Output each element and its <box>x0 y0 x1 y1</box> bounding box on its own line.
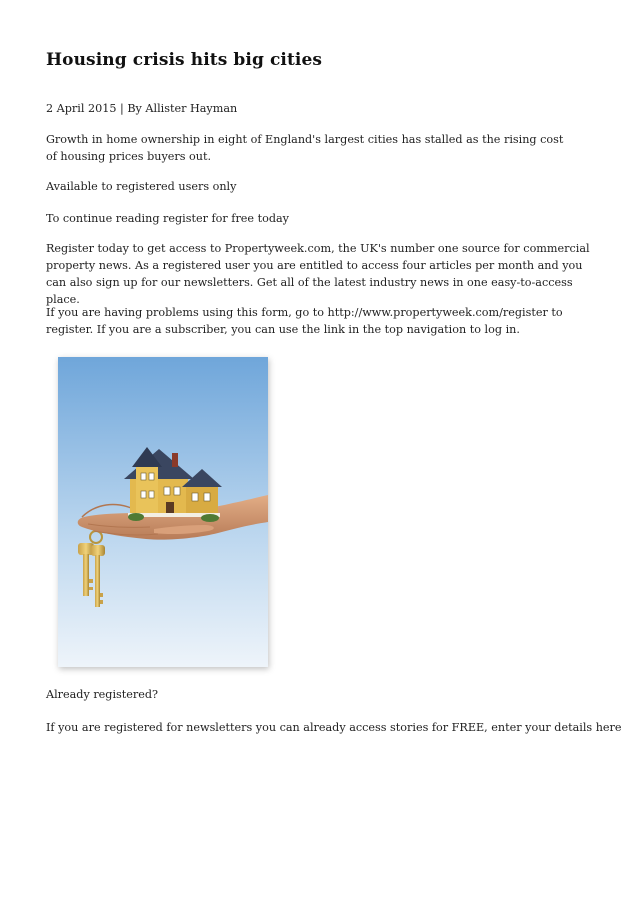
continue-reading-note: To continue reading register for free today <box>46 212 289 225</box>
article-photo <box>58 357 268 667</box>
hand-with-house-illustration <box>58 357 268 667</box>
registration-help: If you are having problems using this form, go to http://www.propertyweek.com/register to register. If you are a subscriber, you can use the link in the top navigation to log in. <box>46 306 563 336</box>
article-byline: 2 April 2015 | By Allister Hayman <box>46 102 238 115</box>
newsletter-login-note: If you are registered for newsletters you can already access stories for FREE, enter your details here <box>46 721 622 734</box>
register-info: Register today to get access to Propertyweek.com, the UK's number one source for commercial property news. As a registered user you are entitled to access four articles per month and you can also sign up for our newsletters. Get all of the latest industry news in one easy-to-access place. <box>46 242 590 306</box>
article-summary: Growth in home ownership in eight of England's largest cities has stalled as the rising cost of housing prices buyers out. <box>46 133 564 163</box>
already-registered-heading: Already registered? <box>46 688 159 701</box>
availability-notice: Available to registered users only <box>46 180 237 193</box>
article-title: Housing crisis hits big cities <box>46 50 323 70</box>
